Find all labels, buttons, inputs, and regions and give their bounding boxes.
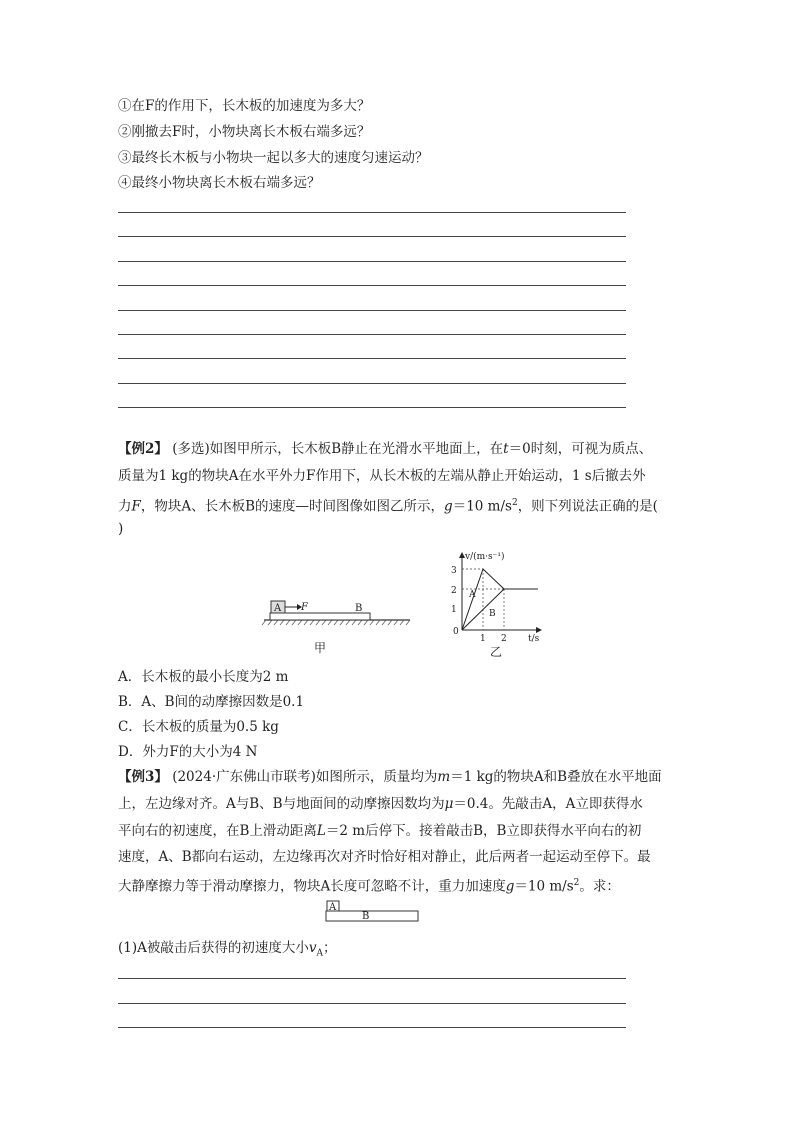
example2-tag: 【例2】	[118, 441, 168, 457]
figure-example3	[320, 898, 432, 924]
t-axis-label: t/s	[528, 634, 540, 644]
example2-line-1: 【例2】 (多选)如图甲所示，长木板B静止在光滑水平地面上，在t＝0时刻，可视为质点、	[118, 441, 653, 457]
block-a-label: A	[329, 902, 337, 913]
x-tick-2: 2	[501, 634, 507, 644]
v-axis-label: v/(m·s⁻¹)	[465, 552, 505, 562]
question-3: ③最终长木板与小物块一起以多大的速度匀速运动？	[118, 150, 429, 166]
y-tick-1: 1	[451, 605, 457, 615]
question-2: ②刚撤去F时，小物块离长木板右端多远？	[118, 124, 371, 140]
question-1: ①在F的作用下，长木板的加速度为多大？	[118, 98, 371, 114]
series-b-label: B	[489, 609, 496, 619]
block-b	[326, 911, 418, 921]
example3-question-1: (1)A被敲击后获得的初速度大小$v_A$；	[118, 940, 337, 959]
x-tick-1: 1	[480, 634, 486, 644]
answer-line	[118, 358, 626, 359]
answer-line	[118, 334, 626, 335]
answer-line	[118, 236, 626, 237]
force-label: F	[301, 602, 308, 613]
figure-jia	[258, 596, 418, 658]
answer-line	[118, 407, 626, 408]
board-b	[270, 613, 370, 620]
example3-line-3: 平向右的初速度，在B上滑动距离L＝2 m后停下。接着敲击B，B立即获得水平向右的初	[118, 823, 642, 839]
example2-line-3: 力F，物块A、长木板B的速度—时间图像如图乙所示，g＝10 $m/s^2$，则下列说法正确的是(	[118, 498, 658, 515]
board-b-label: B	[355, 603, 363, 614]
series-a-label: A	[469, 590, 476, 600]
example3-line-1: 【例3】 (2024·广东佛山市联考)如图所示，质量均为m＝1 kg的物块A和B叠放在水平地面	[118, 769, 662, 785]
option-a: A．长木板的最小长度为2 m	[118, 669, 289, 685]
example3-tag: 【例3】	[118, 769, 168, 785]
answer-line	[118, 383, 626, 384]
answer-line	[118, 285, 626, 286]
answer-line	[118, 1003, 626, 1004]
option-b: B．A、B间的动摩擦因数是0.1	[118, 694, 305, 710]
example2-line-2: 质量为1 kg的物块A在水平外力F作用下，从长木板的左端从静止开始运动，1 s后撤去外	[118, 468, 646, 484]
example3-line-4: 速度，A、B都向右运动，左边缘再次对齐时恰好相对静止，此后两者一起运动至停下。最	[118, 849, 651, 865]
figure-jia-caption: 甲	[314, 641, 327, 655]
option-c: C．长木板的质量为0.5 kg	[118, 719, 279, 735]
answer-line	[118, 978, 626, 979]
example3-line-5: 大静摩擦力等于滑动摩擦力，物块A长度可忽略不计，重力加速度g＝10 $m/s^2$。求：	[118, 878, 620, 895]
y-tick-3: 3	[451, 566, 457, 576]
example3-source: (2024·广东佛山市联考)	[172, 769, 316, 785]
block-a-label: A	[274, 603, 282, 614]
example2-multi: (多选)	[172, 441, 210, 457]
block-b-label: B	[362, 911, 370, 922]
example3-line-2: 上，左边缘对齐。A与B、B与地面间的动摩擦因数均为μ＝0.4。先敲击A，A立即获得水	[118, 796, 643, 812]
answer-line	[118, 310, 626, 311]
figure-yi-caption: 乙	[490, 645, 503, 659]
question-4: ④最终小物块离长木板右端多远？	[118, 175, 321, 191]
t-axis-arrowhead	[536, 627, 542, 633]
ground-hatch	[262, 620, 410, 625]
figure-yi	[440, 548, 550, 660]
origin-label: 0	[453, 627, 459, 637]
answer-line	[118, 212, 626, 213]
option-d: D．外力F的大小为4 N	[118, 744, 258, 760]
answer-line	[118, 261, 626, 262]
answer-line	[118, 1027, 626, 1028]
y-tick-2: 2	[451, 586, 457, 596]
example2-line-4: )	[118, 521, 124, 537]
